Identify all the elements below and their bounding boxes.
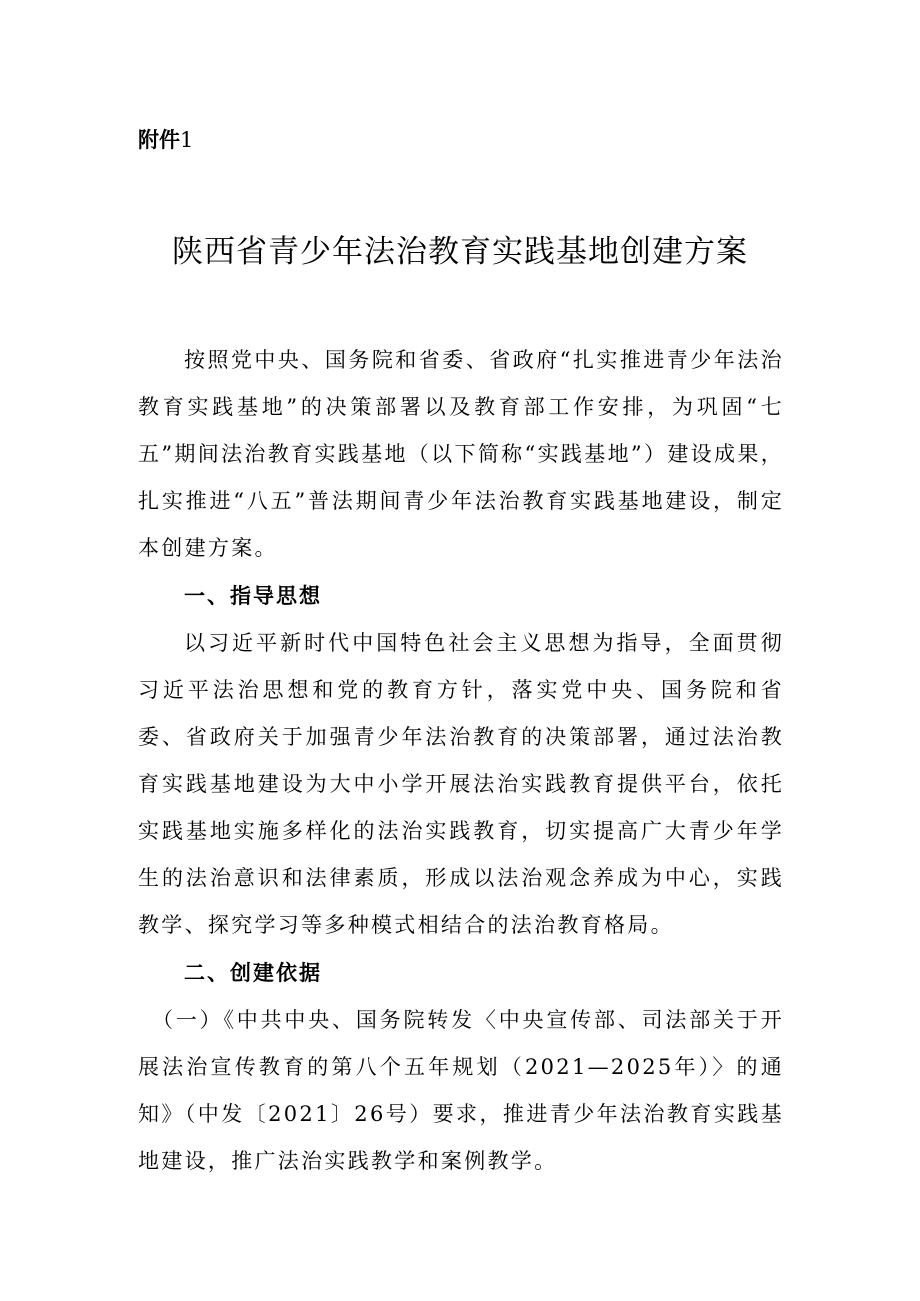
section-paragraph: 以习近平新时代中国特色社会主义思想为指导，全面贯彻习近平法治思想和党的教育方针，落实党中央、国务院和省委、省政府关于加强青少年法治教育的决策部署，通过法治教育实践基地建设为大中小学开展法治实践教育提供平台，依托实践基地实施多样化的法治实践教育，切实提高广大青少年学生的法治意识和法律素质，形成以法治观念养成为中心，实践教学、探究学习等多种模式相结合的法治教育格局。 [138,631,784,937]
document-body [138,337,784,1185]
attachment-label [138,122,193,158]
document-title: 陕西省青少年法治教育实践基地创建方案 [172,234,748,270]
intro-paragraph: 按照党中央、国务院和省委、省政府“扎实推进青少年法治教育实践基地”的决策部署以及教育部工作安排，为巩固“七五”期间法治教育实践基地（以下简称“实践基地”）建设成果，扎实推进“八五”普法期间青少年法治教育实践基地建设，制定本创建方案。 [138,348,784,560]
attachment-label-text: 附件 [138,128,180,152]
section-paragraph: （一）《中共中央、国务院转发〈中央宣传部、司法部关于开展法治宣传教育的第八个五年规划（2021—2025年）〉的通知》（中发〔2021〕26号）要求，推进青少年法治教育实践基地建设，推广法治实践教学和案例教学。 [138,1008,784,1173]
section-heading: 一、指导思想 [184,584,322,608]
attachment-number: 1 [180,128,194,152]
section-creation-basis [138,949,784,1185]
section-heading: 二、创建依据 [184,961,322,985]
section-guiding-ideology [138,572,784,949]
